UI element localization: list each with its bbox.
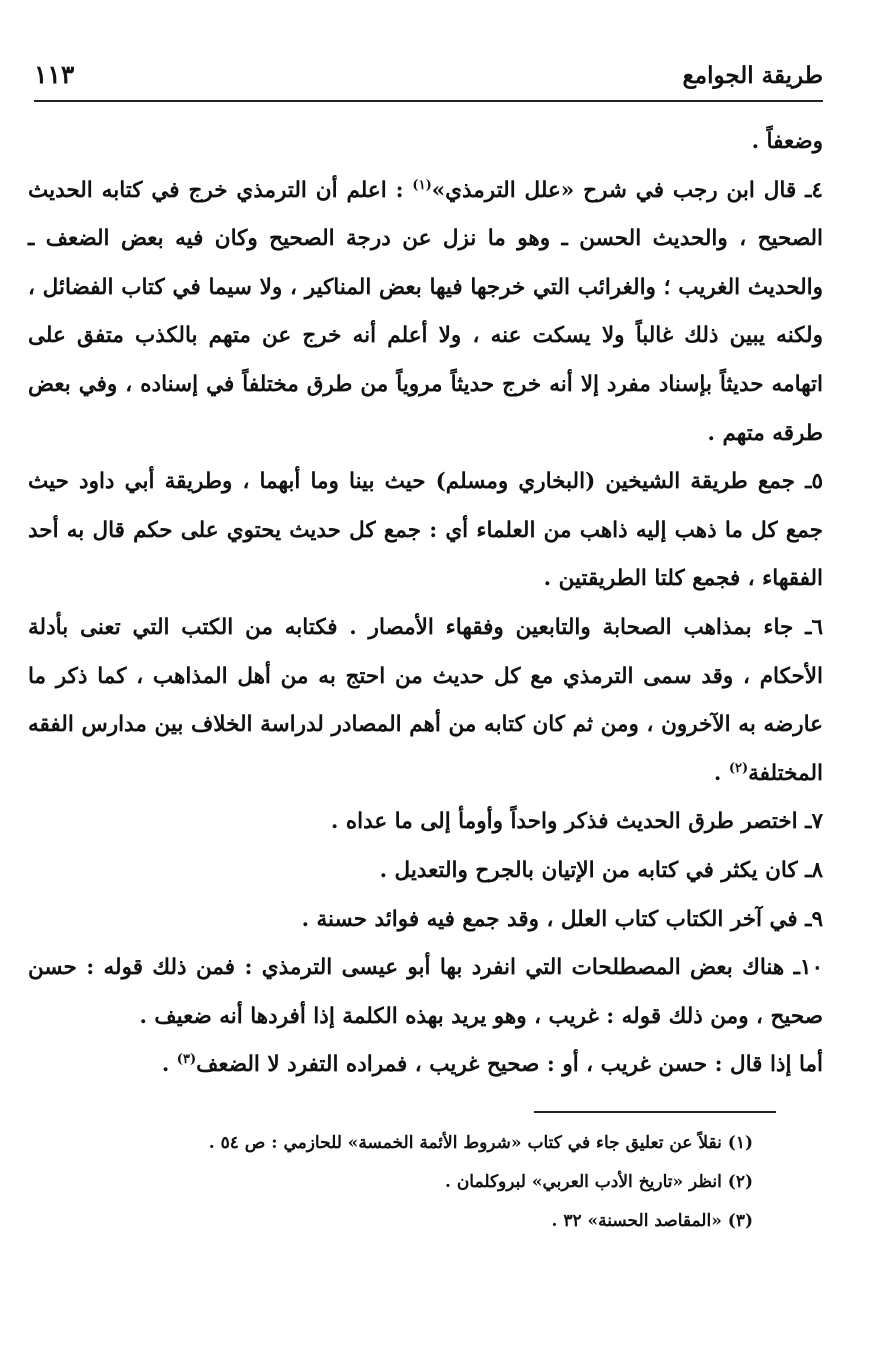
footnote-1: (١) نقلاً عن تعليق جاء في كتاب «شروط الأئمة الخمسة» للحازمي : ص ٥٤ . bbox=[208, 1133, 753, 1153]
paragraph-item-8: ٨ـ كان يكثر في كتابه من الإتيان بالجرح والتعديل . bbox=[379, 857, 823, 883]
paragraph-conclusion bbox=[28, 1041, 823, 1090]
footnote-3: (٣) «المقاصد الحسنة» ٣٢ . bbox=[551, 1211, 753, 1231]
page-number: ١١٣ bbox=[34, 60, 75, 89]
paragraph-text: ٤ـ قال ابن رجب في شرح «علل الترمذي» bbox=[431, 177, 823, 203]
footnote-divider bbox=[534, 1111, 776, 1113]
footnote-ref: (١) bbox=[412, 177, 432, 193]
main-text bbox=[28, 118, 823, 1090]
paragraph-item-7: ٧ـ اختصر طرق الحديث فذكر واحداً وأومأ إلى ما عداه . bbox=[330, 809, 823, 835]
paragraph-text: . bbox=[161, 1052, 177, 1078]
footnote-ref: (٣) bbox=[176, 1052, 197, 1068]
running-header bbox=[34, 58, 823, 102]
paragraph-item-10: ١٠ـ هناك بعض المصطلحات التي انفرد بها أبو عيسى الترمذي : فمن ذلك قوله : حسن صحيح ، ومن ذلك قوله : غريب ، وهو يريد بهذه الكلمة إذا أفردها أنه ضعيف . bbox=[28, 955, 823, 1029]
footnote-ref: (٢) bbox=[728, 760, 749, 776]
paragraph-text: ٦ـ جاء بمذاهب الصحابة والتابعين وفقهاء الأمصار . فكتابه من الكتب التي تعنى بأدلة الأحكام ، وقد سمى الترمذي مع كل حديث من احتج به من أهل المذاهب ، كما ذكر ما عارضه به الآخرون ، ومن ثم كان كتابه من أهم المصادر لدراسة الخلاف بين مدارس الفقه المختلفة bbox=[28, 614, 823, 786]
paragraph-item-4 bbox=[28, 167, 823, 459]
paragraph-continuation: وضعفاً . bbox=[751, 129, 823, 154]
footnotes bbox=[60, 1124, 753, 1241]
paragraph-text: . bbox=[713, 760, 729, 786]
paragraph-item-9: ٩ـ في آخر الكتاب كتاب العلل ، وقد جمع فيه فوائد حسنة . bbox=[301, 906, 823, 932]
header-title: طريقة الجوامع bbox=[682, 62, 823, 89]
paragraph-text: أما إذا قال : حسن غريب ، أو : صحيح غريب ، فمراده التفرد لا الضعف bbox=[196, 1052, 823, 1078]
paragraph-item-5: ٥ـ جمع طريقة الشيخين (البخاري ومسلم) حيث بينا وما أبهما ، وطريقة أبي داود حيث جمع كل ما ذهب إليه ذاهب من العلماء أي : جمع كل حديث يحتوي على حكم قال به أحد الفقهاء ، فجمع كلتا الطريقتين . bbox=[28, 469, 823, 592]
paragraph-item-6 bbox=[28, 604, 823, 798]
footnote-2: (٢) انظر «تاريخ الأدب العربي» لبروكلمان . bbox=[444, 1172, 753, 1192]
paragraph-text: : اعلم أن الترمذي خرج في كتابه الحديث الصحيح ، والحديث الحسن ـ وهو ما نزل عن درجة الصحيح وكان فيه بعض الضعف ـ والحديث الغريب ؛ والغرائب التي خرجها فيها بعض المناكير ، ولا سيما في كتاب الفضائل ، ولكنه يبين ذلك غالباً ولا يسكت عنه ، ولا أعلم أنه خرج عن متهم بالكذب متفق على اتهامه حديثاً بإسناد مفرد إلا أنه خرج حديثاً مروياً من طرق مختلفاً في إسناده ، وفي بعض طرقه متهم . bbox=[28, 177, 823, 446]
